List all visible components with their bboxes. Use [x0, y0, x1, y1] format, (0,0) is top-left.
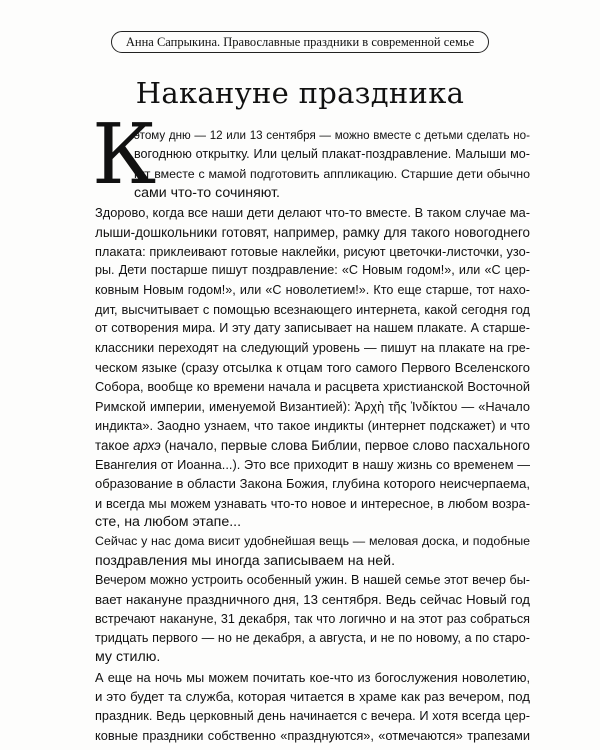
- text-line: Здорово, когда все наши дети делают что-то вместе. В таком случае ма-: [95, 205, 530, 221]
- text-line: ковные праздники собственно «празднуются», «отмечаются» трапезами: [95, 727, 530, 743]
- text-line: классники переходят на следующий уровень — пишут на плакате на гре-: [95, 340, 530, 355]
- text-line: и это будет та служба, которая читается в храме как раз вечером, под: [95, 688, 530, 704]
- emphasized-word: архэ: [133, 437, 161, 453]
- text-line: гут вместе с мамой подготовить аппликацию. Старшие дети обычно: [134, 166, 530, 181]
- text-line: индикта». Заодно узнаем, что такое индикты (интернет подскажет) и что: [95, 418, 530, 434]
- text-line: Вечером можно устроить особенный ужин. В нашей семье этот вечер бы-: [95, 572, 530, 587]
- text-line: тридцать первого — но не декабря, а августа, и не по новому, а по старо-: [95, 630, 530, 645]
- running-title: Анна Сапрыкина. Православные праздники в современной семье: [125, 34, 475, 49]
- chapter-title: Накануне праздника: [135, 76, 465, 110]
- drop-cap: К: [92, 106, 157, 203]
- text-line: ковным Новым годом!», или «С новолетием!». Кто еще старше, тот нахо-: [95, 282, 530, 297]
- text-line: Римской империи, именуемой Византией): Ἀρχὴ τῆς Ἰνδίκτου — «Начало: [95, 398, 530, 414]
- text-line: вогоднюю открытку. Или целый плакат-поздравление. Малыши мо-: [134, 147, 530, 162]
- text-line: праздник. Ведь церковный день начинается с вечера. И хотя всегда цер-: [95, 708, 530, 724]
- text-line: такое архэ (начало, первые слова Библии, первое слово пасхального: [95, 437, 530, 453]
- text-line: дит, высчитывает с помощью всезнающего интернета, какой сегодня год: [95, 302, 530, 318]
- text-line: этому дню — 12 или 13 сентября — можно вместе с детьми сделать но-: [134, 129, 530, 142]
- text-line: Собора, вообще ко времени начала и расцвета христианской Восточной: [95, 379, 530, 395]
- text-line: поздравления мы иногда записываем на ней.: [95, 552, 396, 569]
- text-line: ры. Дети постарше пишут поздравление: «С Новым годом!», или «С цер-: [95, 263, 530, 278]
- text-line: ческом языке (сразу отсылка к отцам того самого Первого Вселенского: [95, 360, 530, 376]
- body-text: [95, 126, 530, 745]
- text-line: от сотворения мира. И эту дату записывает на нашем плакате. А старше-: [95, 321, 530, 336]
- text-line: встречают накануне, 31 декабря, так что логично и на этот раз собраться: [95, 611, 530, 626]
- running-header: [111, 31, 489, 53]
- text-line: му стилю.: [95, 649, 161, 666]
- text-line: сте, на любом этапе...: [95, 513, 242, 530]
- text-line: сами что-то сочиняют.: [134, 185, 280, 202]
- text-line: плаката: приклеивают готовые наклейки, рисуют цветочки-листочки, узо-: [95, 244, 530, 260]
- text-line: образование в области Закона Божия, глубина которого неисчерпаема,: [95, 476, 530, 492]
- text-line: Сейчас у нас дома висит удобнейшая вещь — меловая доска, и подобные: [95, 534, 530, 549]
- text-line: лыши-дошкольники готовят, например, рамку для такого новогоднего: [95, 224, 530, 240]
- text-line: вает накануне праздничного дня, 13 сентября. Ведь сейчас Новый год: [95, 592, 530, 608]
- text-line: А еще на ночь мы можем почитать кое-что из богослужения новолетию,: [95, 669, 530, 685]
- text-line: и всегда мы можем узнавать что-то новое и интересное, в любом возра-: [95, 495, 530, 511]
- text-line: Евангелия от Иоанна...). Это все приходит в нашу жизнь со временем —: [95, 456, 530, 472]
